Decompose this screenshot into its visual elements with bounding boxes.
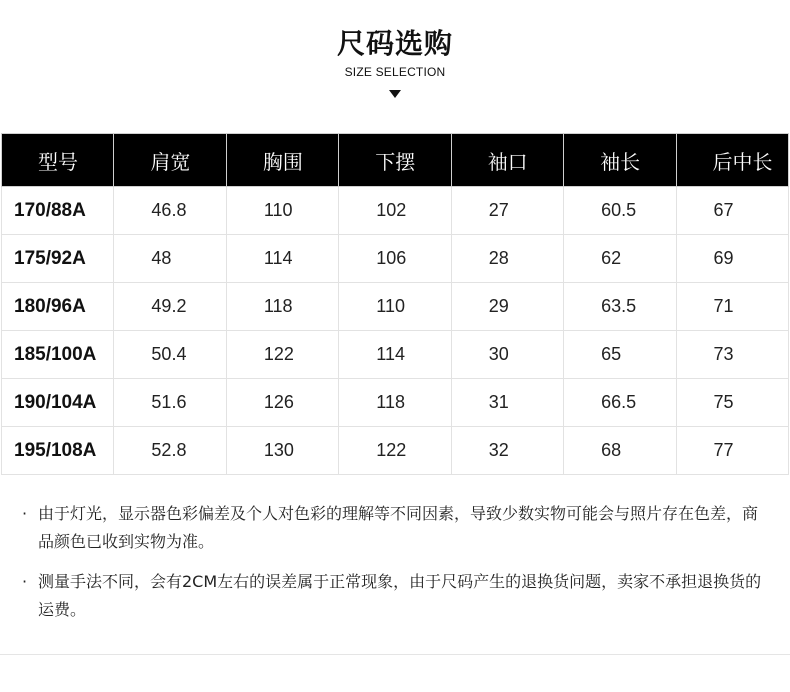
column-header-chest: 胸围 xyxy=(226,134,338,187)
table-row xyxy=(2,187,789,235)
note-text: 测量手法不同，会有2CM左右的误差属于正常现象，由于尺码产生的退换货问题，卖家不承担退换货的运费。 xyxy=(38,572,762,619)
notes-list xyxy=(22,500,772,636)
list-item xyxy=(22,500,772,556)
table-cell-model: 190/104A xyxy=(2,379,114,427)
table-cell: 126 xyxy=(226,379,338,427)
page-subtitle: SIZE SELECTION xyxy=(344,65,446,79)
size-table xyxy=(1,133,789,475)
table-cell: 114 xyxy=(339,331,451,379)
table-header-row xyxy=(2,134,789,187)
table-cell: 63.5 xyxy=(564,283,676,331)
down-arrow-icon xyxy=(389,90,401,98)
table-cell-model: 170/88A xyxy=(2,187,114,235)
column-header-model: 型号 xyxy=(2,134,114,187)
table-cell: 130 xyxy=(226,427,338,475)
table-cell: 31 xyxy=(451,379,563,427)
table-cell: 60.5 xyxy=(564,187,676,235)
table-cell: 114 xyxy=(226,235,338,283)
bullet-icon: · xyxy=(22,504,28,523)
table-row xyxy=(2,283,789,331)
table-row xyxy=(2,427,789,475)
table-cell-model: 185/100A xyxy=(2,331,114,379)
table-cell: 50.4 xyxy=(114,331,226,379)
table-cell-model: 175/92A xyxy=(2,235,114,283)
table-cell: 69 xyxy=(676,235,788,283)
table-row xyxy=(2,379,789,427)
table-cell: 110 xyxy=(339,283,451,331)
table-cell: 65 xyxy=(564,331,676,379)
column-header-sleeve: 袖长 xyxy=(564,134,676,187)
column-header-back-length: 后中长 xyxy=(676,134,788,187)
column-header-cuff: 袖口 xyxy=(451,134,563,187)
table-cell: 71 xyxy=(676,283,788,331)
table-cell: 30 xyxy=(451,331,563,379)
table-cell: 28 xyxy=(451,235,563,283)
table-row xyxy=(2,235,789,283)
table-cell: 46.8 xyxy=(114,187,226,235)
table-cell: 73 xyxy=(676,331,788,379)
table-cell-model: 195/108A xyxy=(2,427,114,475)
table-cell: 52.8 xyxy=(114,427,226,475)
table-cell: 122 xyxy=(339,427,451,475)
table-cell: 122 xyxy=(226,331,338,379)
table-cell: 62 xyxy=(564,235,676,283)
note-text: 由于灯光，显示器色彩偏差及个人对色彩的理解等不同因素，导致少数实物可能会与照片存在色差，商品颜色已收到实物为准。 xyxy=(38,504,759,551)
bullet-icon: · xyxy=(22,572,28,591)
list-item xyxy=(22,568,772,624)
table-cell-model: 180/96A xyxy=(2,283,114,331)
table-cell: 77 xyxy=(676,427,788,475)
table-cell: 106 xyxy=(339,235,451,283)
table-cell: 110 xyxy=(226,187,338,235)
table-cell: 49.2 xyxy=(114,283,226,331)
table-cell: 27 xyxy=(451,187,563,235)
table-cell: 102 xyxy=(339,187,451,235)
table-row xyxy=(2,331,789,379)
table-cell: 48 xyxy=(114,235,226,283)
table-cell: 29 xyxy=(451,283,563,331)
table-cell: 51.6 xyxy=(114,379,226,427)
table-cell: 32 xyxy=(451,427,563,475)
table-cell: 67 xyxy=(676,187,788,235)
table-cell: 118 xyxy=(339,379,451,427)
table-cell: 75 xyxy=(676,379,788,427)
table-cell: 68 xyxy=(564,427,676,475)
divider xyxy=(0,654,790,655)
page-title: 尺码选购 xyxy=(336,27,453,60)
table-cell: 118 xyxy=(226,283,338,331)
column-header-hem: 下摆 xyxy=(339,134,451,187)
column-header-shoulder: 肩宽 xyxy=(114,134,226,187)
table-cell: 66.5 xyxy=(564,379,676,427)
